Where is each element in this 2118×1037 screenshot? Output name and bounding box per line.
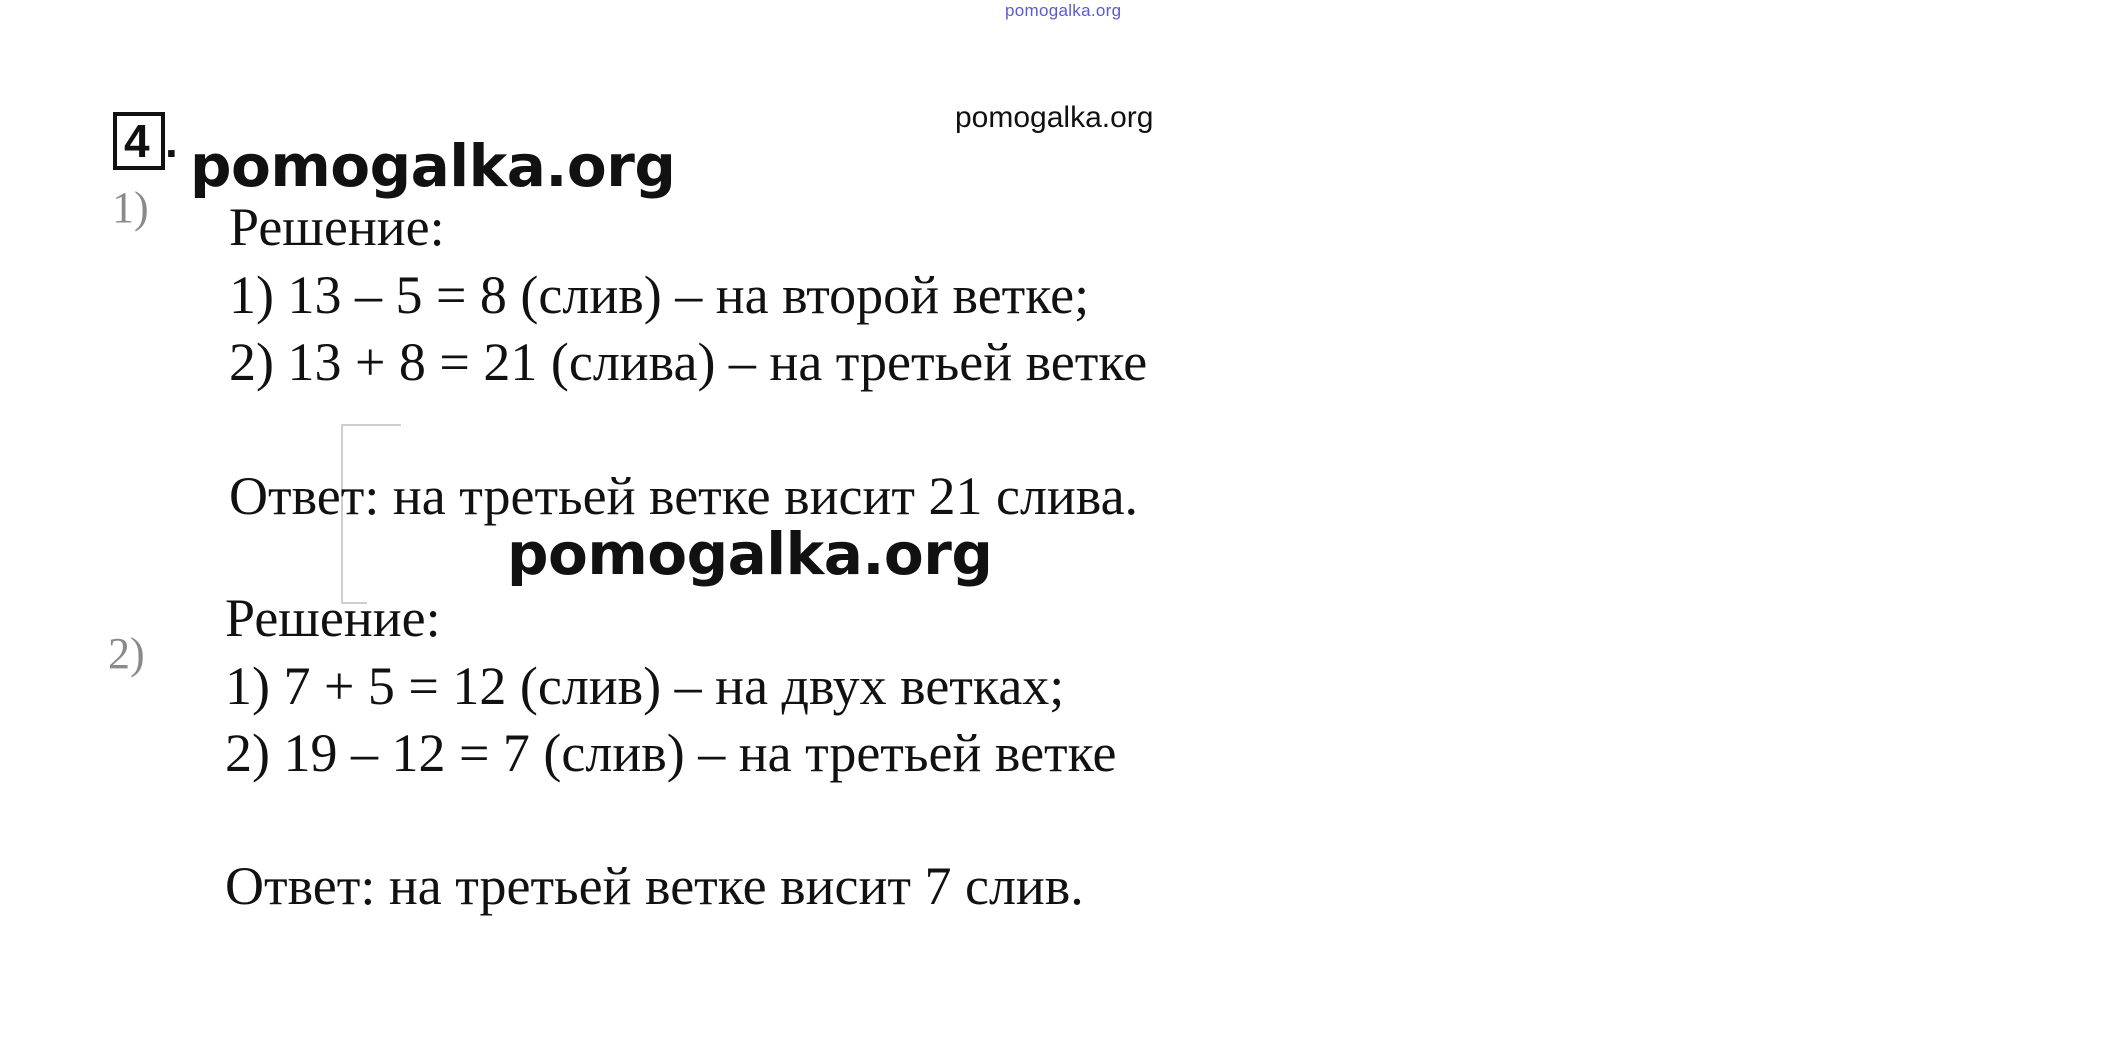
part-1-label: 1) [112,183,149,232]
part-1-step-1: 1) 13 – 5 = 8 (слив) – на второй ветке; [229,265,1090,325]
part-1-solution-title: Решение: [229,197,445,257]
part-2-step-2: 2) 19 – 12 = 7 (слив) – на третьей ветке [225,723,1117,783]
watermark-small: pomogalka.org [955,101,1154,134]
part-2-label: 2) [108,629,145,678]
ghost-bracket-2 [341,424,401,428]
part-1-step-2: 2) 13 + 8 = 21 (слива) – на третьей ветке [229,332,1148,392]
watermark-big-2: pomogalka.org [507,520,993,588]
task-number-dot: . [165,115,178,167]
watermark-top: pomogalka.org [1005,1,1122,20]
part-1-answer: Ответ: на третьей ветке висит 21 слива. [229,466,1139,526]
task-number: 4 [124,115,150,167]
part-2-answer: Ответ: на третьей ветке висит 7 слив. [225,856,1084,916]
part-2-step-1: 1) 7 + 5 = 12 (слив) – на двух ветках; [225,656,1065,716]
watermark-big-1: pomogalka.org [190,132,676,200]
part-2-solution-title: Решение: [225,588,441,648]
